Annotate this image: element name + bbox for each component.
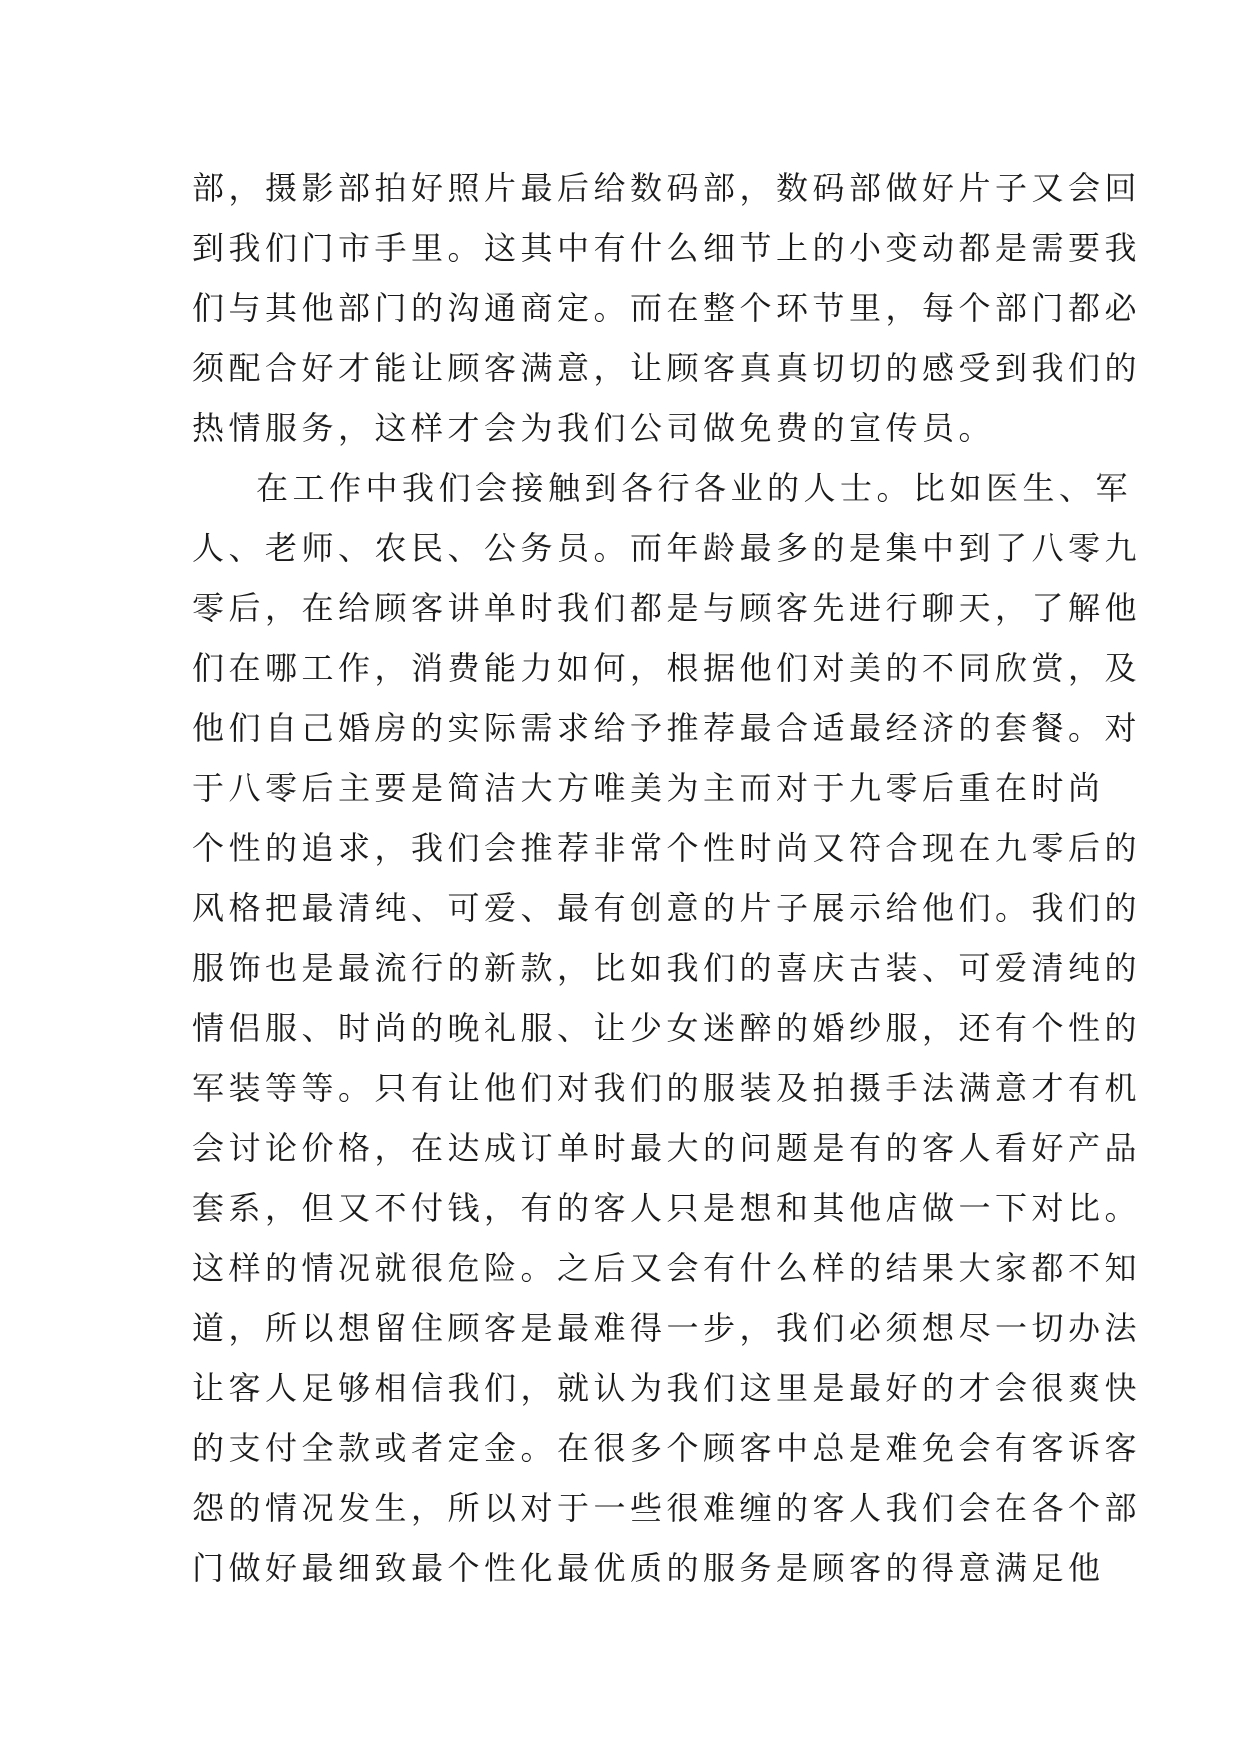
paragraph-2 bbox=[192, 458, 1142, 1598]
text-line: 他们自己婚房的实际需求给予推荐最合适最经济的套餐。对 bbox=[192, 709, 1142, 747]
text-line: 情侣服、时尚的晚礼服、让少女迷醉的婚纱服，还有个性的 bbox=[192, 1009, 1142, 1047]
text-line: 于八零后主要是简洁大方唯美为主而对于九零后重在时尚 bbox=[192, 769, 1105, 807]
document-body bbox=[192, 158, 1142, 1598]
text-line: 服饰也是最流行的新款，比如我们的喜庆古装、可爱清纯的 bbox=[192, 949, 1142, 987]
text-line: 到我们门市手里。这其中有什么细节上的小变动都是需要我 bbox=[192, 229, 1142, 267]
text-line: 让客人足够相信我们，就认为我们这里是最好的才会很爽快 bbox=[192, 1369, 1142, 1407]
text-line: 零后，在给顾客讲单时我们都是与顾客先进行聊天，了解他 bbox=[192, 589, 1142, 627]
text-line: 们与其他部门的沟通商定。而在整个环节里，每个部门都必 bbox=[192, 289, 1142, 327]
text-line-first-indented: 在工作中我们会接触到各行各业的人士。比如医生、军 bbox=[256, 469, 1133, 507]
text-line: 须配合好才能让顾客满意，让顾客真真切切的感受到我们的 bbox=[192, 349, 1142, 387]
text-line: 人、老师、农民、公务员。而年龄最多的是集中到了八零九 bbox=[192, 529, 1142, 567]
text-line: 这样的情况就很危险。之后又会有什么样的结果大家都不知 bbox=[192, 1249, 1142, 1287]
text-line: 的支付全款或者定金。在很多个顾客中总是难免会有客诉客 bbox=[192, 1429, 1142, 1467]
text-line: 军装等等。只有让他们对我们的服装及拍摄手法满意才有机 bbox=[192, 1069, 1142, 1107]
text-line: 部，摄影部拍好照片最后给数码部，数码部做好片子又会回 bbox=[192, 169, 1142, 207]
text-line: 怨的情况发生，所以对于一些很难缠的客人我们会在各个部 bbox=[192, 1489, 1142, 1527]
text-line: 热情服务，这样才会为我们公司做免费的宣传员。 bbox=[192, 409, 996, 447]
text-line: 套系，但又不付钱，有的客人只是想和其他店做一下对比。 bbox=[192, 1189, 1142, 1227]
text-line: 会讨论价格，在达成订单时最大的问题是有的客人看好产品 bbox=[192, 1129, 1142, 1167]
text-line: 风格把最清纯、可爱、最有创意的片子展示给他们。我们的 bbox=[192, 889, 1142, 927]
paragraph-1 bbox=[192, 158, 1142, 458]
text-line: 道，所以想留住顾客是最难得一步，我们必须想尽一切办法 bbox=[192, 1309, 1142, 1347]
text-line: 门做好最细致最个性化最优质的服务是顾客的得意满足他 bbox=[192, 1549, 1105, 1587]
text-line: 们在哪工作，消费能力如何，根据他们对美的不同欣赏，及 bbox=[192, 649, 1142, 687]
text-line: 个性的追求，我们会推荐非常个性时尚又符合现在九零后的 bbox=[192, 829, 1142, 867]
